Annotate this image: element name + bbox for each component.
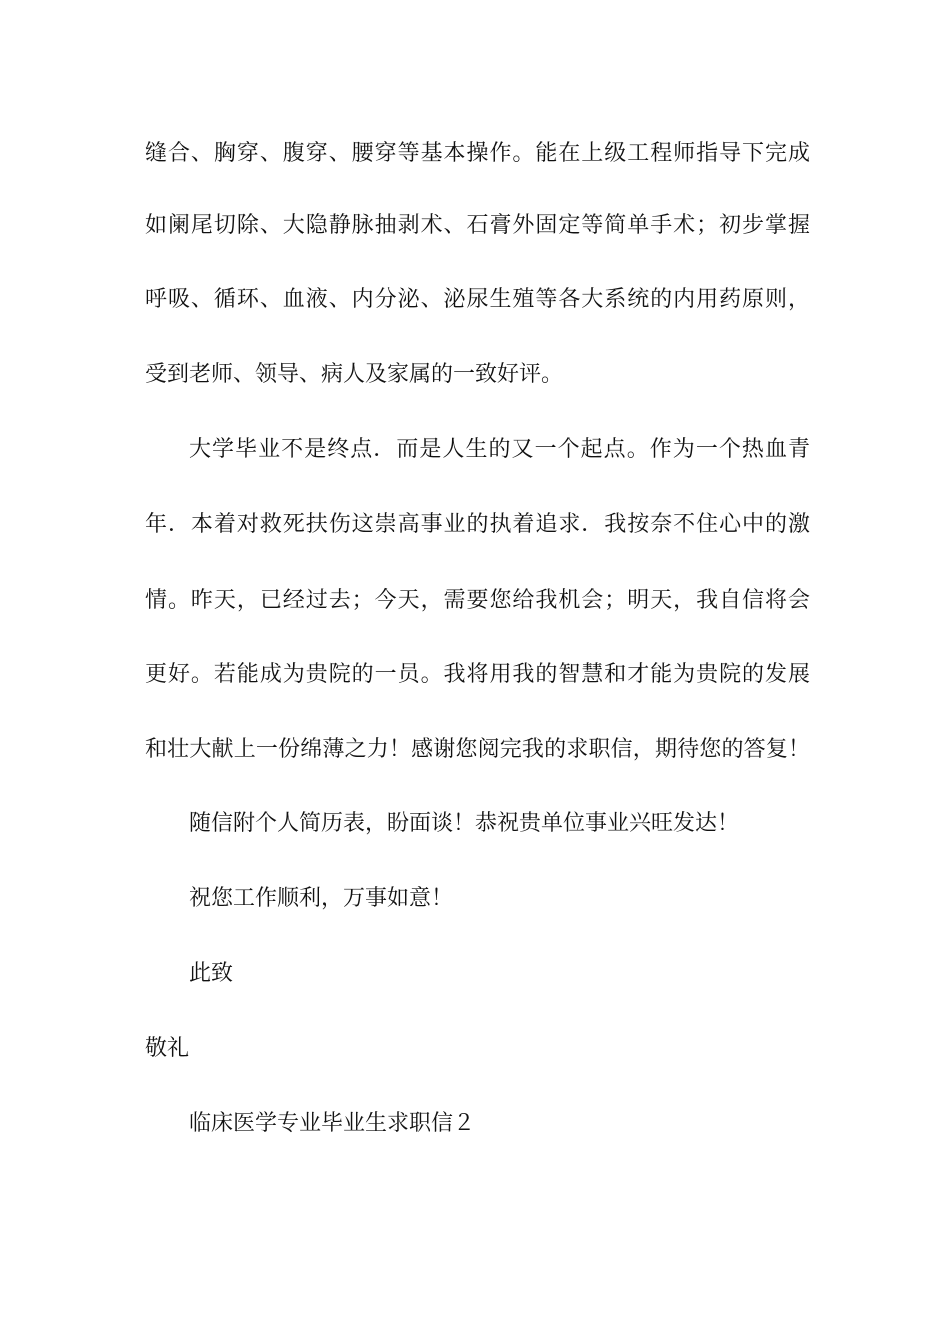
paragraph-2-line-4: 更好。若能成为贵院的一员。我将用我的智慧和才能为贵院的发展 [145,662,810,687]
paragraph-1-line-3: 呼吸、循环、血液、内分泌、泌尿生殖等各大系统的内用药原则， [145,287,810,312]
paragraph-2-line-5: 和壮大献上一份绵薄之力！感谢您阅完我的求职信，期待您的答复！ [145,737,810,762]
next-letter-title: 临床医学专业毕业生求职信２ [189,1111,476,1136]
attachment-line: 随信附个人简历表，盼面谈！恭祝贵单位事业兴旺发达！ [189,811,740,836]
paragraph-1-line-4: 受到老师、领导、病人及家属的一致好评。 [145,362,564,387]
paragraph-1-line-1: 缝合、胸穿、腹穿、腰穿等基本操作。能在上级工程师指导下完成 [145,141,810,166]
paragraph-2-line-3: 情。昨天，已经过去；今天，需要您给我机会；明天，我自信将会 [145,588,810,613]
closing-line: 此致 [189,961,234,986]
salutation-line: 敬礼 [145,1036,190,1061]
wish-line: 祝您工作顺利，万事如意！ [189,886,454,911]
paragraph-2-line-1: 大学毕业不是终点．而是人生的又一个起点。作为一个热血青 [189,437,810,462]
paragraph-2-line-2: 年．本着对救死扶伤这崇高事业的执着追求．我按奈不住心中的激 [145,512,810,537]
paragraph-1-line-2: 如阑尾切除、大隐静脉抽剥术、石膏外固定等简单手术；初步掌握 [145,213,810,238]
